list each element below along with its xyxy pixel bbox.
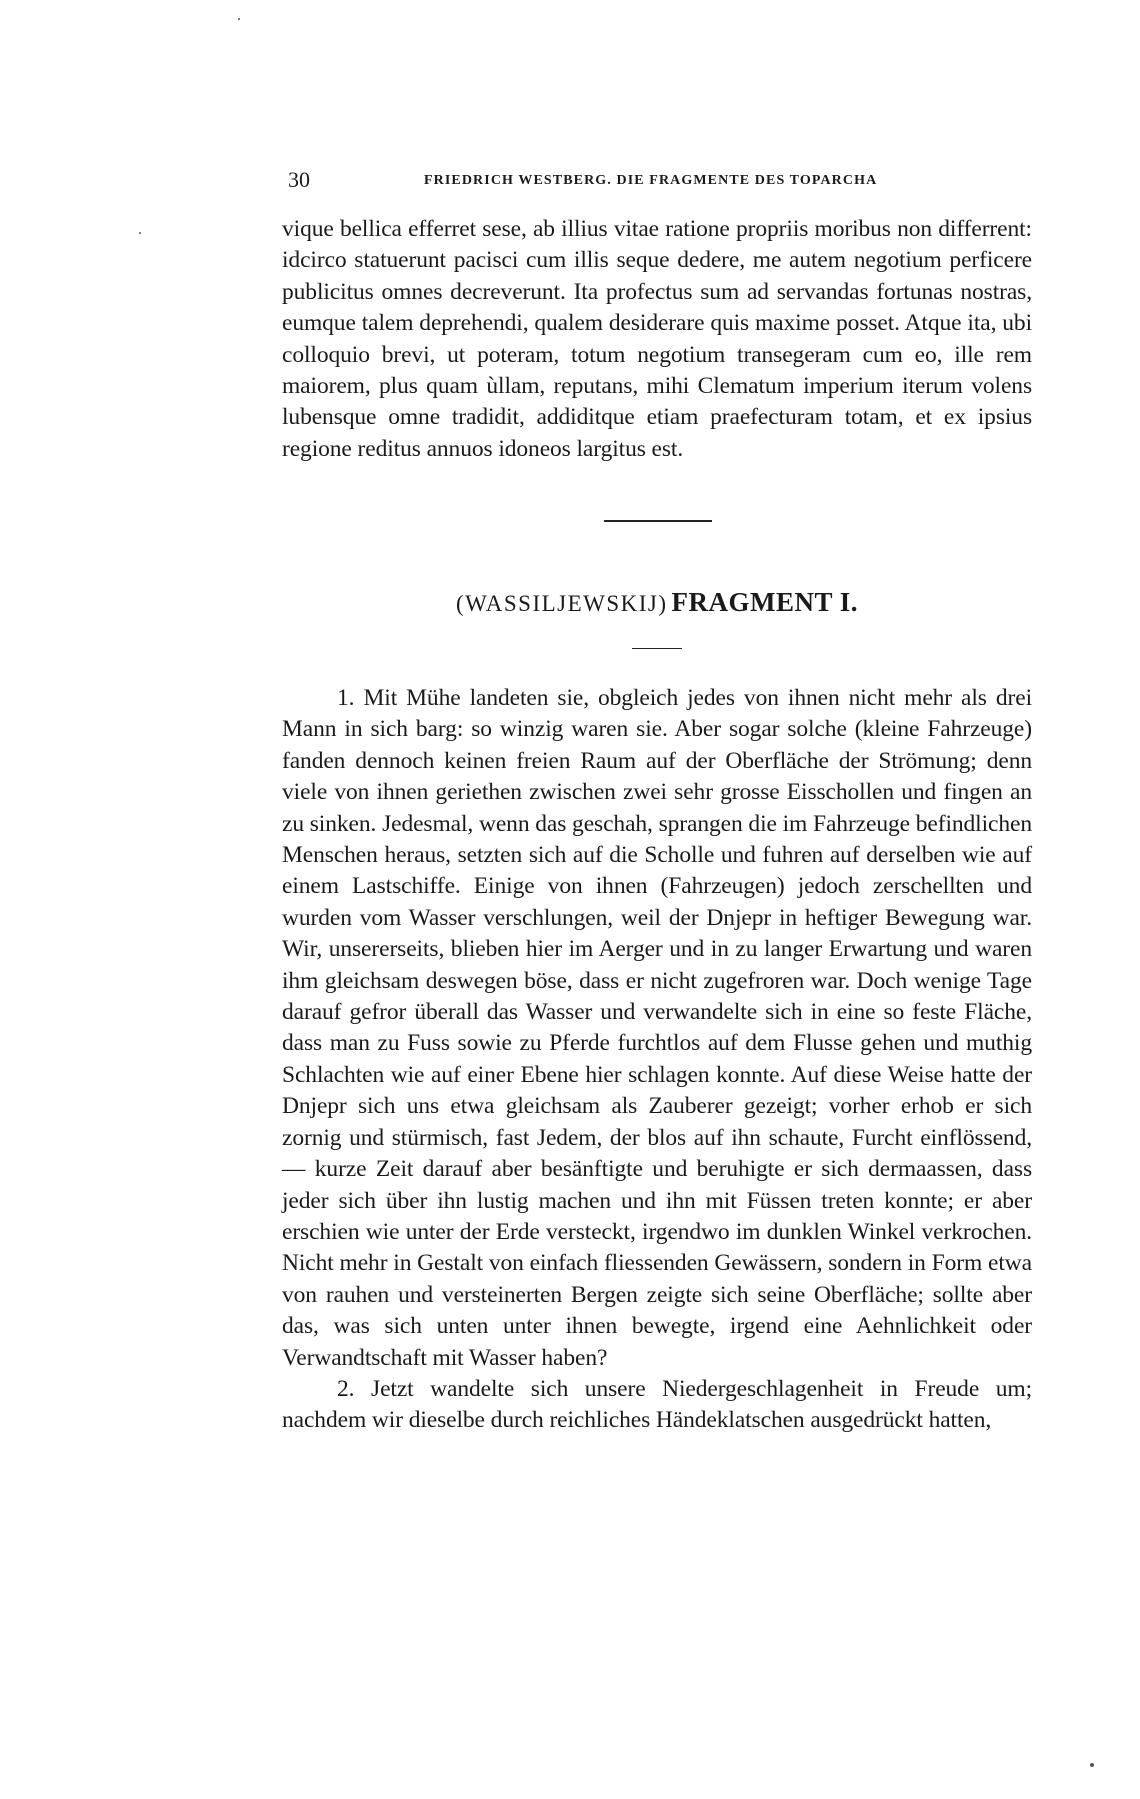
section-text: Mit Mühe landeten sie, obgleich jedes von ihnen nicht mehr als drei Mann in sich barg: so winzig waren sie. Aber sogar solche (kleine Fahrzeuge) fanden dennoch keinen freien Raum auf der Oberfläche der Strömung; denn viele von ihnen geriethen zwischen zwei sehr grosse Eisschollen und fingen an zu sinken. Jedesmal, wenn das geschah, sprangen die im Fahrzeuge befindlichen Menschen heraus, setzten sich auf die Scholle und fuhren auf derselben wie auf einem Lastschiffe. Einige von ihnen (Fahrzeugen) jedoch zerschellten und wurden vom Wasser verschlungen, weil der Dnjepr in heftiger Bewegung war. Wir, unsererseits, blieben hier im Aerger und in zu langer Erwartung und waren ihm gleichsam deswegen böse, dass er nicht zugefroren war. Doch wenige Tage darauf gefror überall das Wasser und verwandelte sich in eine so feste Fläche, dass man zu Fuss sowie zu Pferde furchtlos auf dem Flusse gehen und muthig Schlachten wie auf einer Ebene hier schlagen konnte. Auf diese Weise hatte der Dnjepr sich uns etwa gleichsam als Zauberer gezeigt; vorher erhob er sich zornig und stürmisch, fast Jedem, der blos auf ihn schaute, Furcht einflössend, — kurze Zeit darauf aber besänftigte und beruhigte er sich dermaassen, dass jeder sich über ihn lustig machen und ihn mit Füssen treten konnte; er aber erschien wie unter der Erde versteckt, irgendwo im dunklen Winkel verkrochen. Nicht mehr in Gestalt von einfach fliessenden Gewässern, sondern in Form etwa von rauhen und versteinerten Bergen zeigte sich seine Oberfläche; sollte aber das, was sich unten unter ihnen bewegte, irgend eine Aehnlichkeit oder Verwandtschaft mit Wasser haben? <box>282 685 1032 1371</box>
latin-paragraph: vique bellica efferret sese, ab illius vitae ratione propriis moribus non differrent: idcirco statuerunt pacisci cum illis seque dedere, me autem negotium perficere publicitus omnes decreverunt. Ita profectus sum ad servandas fortunas nostras, eumque talem deprehendi, qualem desiderare quis maxime posset. Atque ita, ubi colloquio brevi, ut poteram, totum negotium transegeram cum eo, ille rem maiorem, plus quam ùllam, reputans, mihi Clematum imperium iterum volens lubensque omne tradidit, addiditque etiam praefecturam totam, et ex ipsius regione reditus annuos idoneos largitus est. <box>282 216 1032 462</box>
section-text: Jetzt wandelte sich unsere Niedergeschlagenheit in Freude um; nachdem wir dieselbe durch reichliches Händeklatschen ausgedrückt hatten, <box>282 1375 1033 1434</box>
heading-title: FRAGMENT I. <box>671 587 859 617</box>
scan-speck <box>238 18 240 20</box>
section-paragraph <box>282 1374 1032 1437</box>
running-head <box>288 165 1033 195</box>
german-text-block <box>282 683 1032 1437</box>
heading-source: (WASSILJEWSKIJ) <box>455 591 668 616</box>
section-divider-rule <box>604 520 712 522</box>
latin-paragraph-block <box>282 214 1032 465</box>
section-paragraph <box>282 683 1032 1374</box>
fragment-heading <box>282 582 1032 627</box>
section-number: 2. <box>337 1375 355 1402</box>
heading-underline-rule <box>632 648 682 649</box>
scan-speck <box>1090 1763 1094 1767</box>
section-number: 1. <box>337 685 355 711</box>
running-title: FRIEDRICH WESTBERG. DIE FRAGMENTE DES TOPARCHA <box>424 173 878 188</box>
scan-speck <box>139 232 141 234</box>
page-number: 30 <box>288 167 310 192</box>
